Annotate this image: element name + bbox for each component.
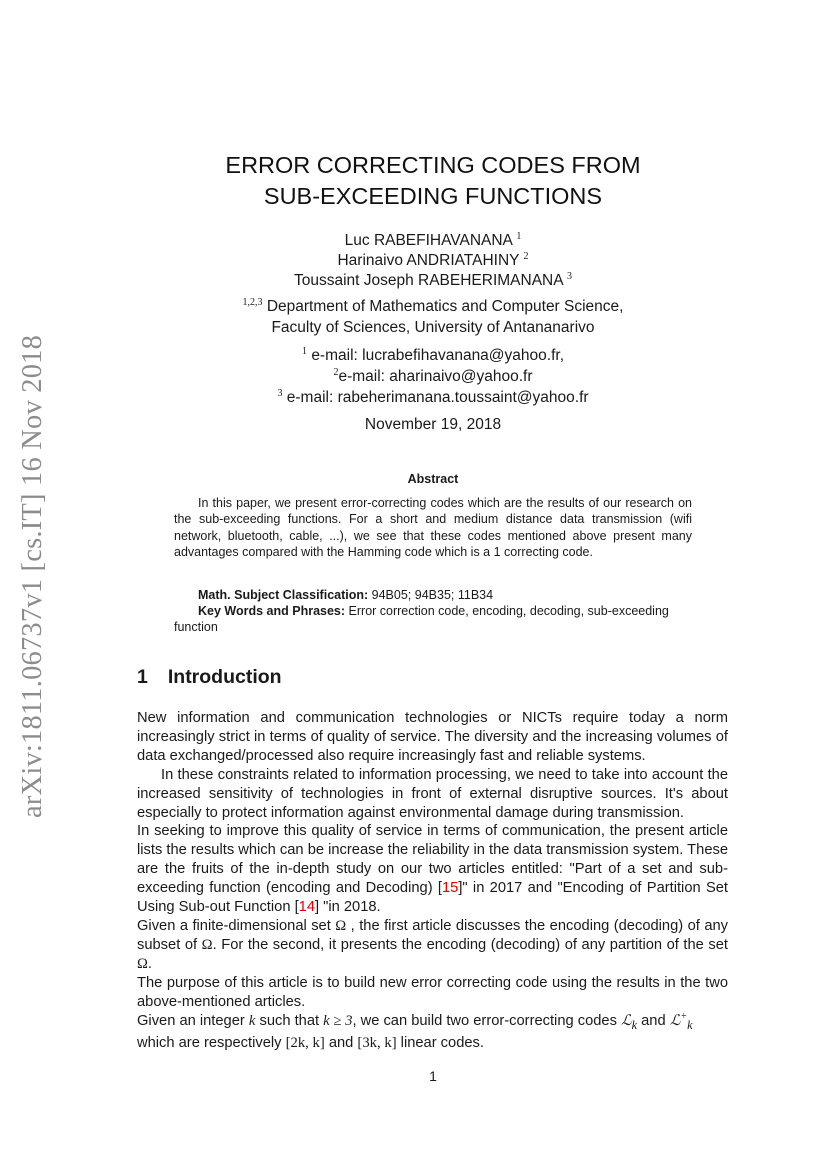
- paragraph: [137, 822, 728, 917]
- math-code-l-plus: [669, 1010, 693, 1032]
- paragraph-text: Given a finite-dimensional set: [137, 917, 336, 934]
- paragraph-text: and: [637, 1012, 670, 1029]
- affiliation: [0, 296, 826, 338]
- paragraph-text: In seeking to improve this quality of service in terms of communication, the present article lists the results which can be increase the reliability in the data transmission system. These are the fruits of the in-depth study on our two articles entitled: "Part of a set and sub-exceeding function (encoding and Decoding) [: [137, 823, 728, 897]
- paragraph-text: ]" in 2017 and "Encoding of Partition Set Using Sub-out Function [: [137, 880, 729, 916]
- email-text: e-mail: aharinaivo@yahoo.fr: [338, 368, 533, 385]
- math-k: k: [248, 1012, 256, 1029]
- keywords: [174, 603, 692, 636]
- paragraph-text: and: [324, 1035, 358, 1052]
- page-number: 1: [429, 1068, 437, 1084]
- email-superscript: 1: [302, 346, 307, 357]
- paragraph: New information and communication technologies or NICTs require today a norm increasingly strict in terms of quality of service. The diversity and the increasing volumes of data exchanged/processed also require increasingly fast and reliable systems.: [137, 710, 728, 764]
- email-line: [0, 387, 826, 408]
- author: [0, 271, 826, 291]
- citation-link[interactable]: 14: [298, 899, 315, 916]
- code-symbol: ℒ: [621, 1012, 632, 1029]
- math-omega: Ω: [335, 917, 347, 934]
- author-superscript: 2: [523, 251, 529, 262]
- author: [0, 251, 826, 271]
- msc-label: Math. Subject Classification:: [198, 588, 369, 602]
- email-line: [0, 366, 826, 387]
- author-list: [0, 231, 826, 291]
- paragraph-text: . For the second, it presents the encoding (decoding) of any partition of the set: [212, 936, 729, 953]
- paragraph-text: .: [147, 955, 153, 972]
- title-line-1: ERROR CORRECTING CODES FROM: [225, 152, 641, 178]
- email-list: [0, 345, 826, 408]
- section-heading: [137, 666, 282, 689]
- paper-title: [0, 150, 826, 212]
- abstract-heading: Abstract: [407, 472, 459, 486]
- email-superscript: 3: [277, 388, 283, 399]
- paragraph-text: such that: [255, 1012, 324, 1029]
- affiliation-superscript: 1,2,3: [242, 297, 263, 308]
- paper-date: November 19, 2018: [364, 416, 502, 433]
- paragraph-text: , we can build two error-correcting codes: [352, 1012, 622, 1029]
- math-condition: k ≥ 3: [323, 1012, 353, 1029]
- paragraph-text: ] "in 2018.: [315, 899, 381, 916]
- affiliation-line-2: Faculty of Sciences, University of Antananarivo: [271, 319, 595, 336]
- author: [0, 231, 826, 251]
- math-omega: Ω: [201, 936, 213, 953]
- math-omega: Ω: [137, 955, 148, 972]
- email-superscript: 2: [333, 367, 339, 378]
- code-superscript: +: [680, 1010, 688, 1022]
- affiliation-line-1: [0, 296, 826, 317]
- subject-classification: [198, 587, 493, 603]
- keywords-value: Error correction code, encoding, decoding, sub-exceeding function: [174, 604, 669, 635]
- author-name: Harinaivo ANDRIATAHINY: [337, 252, 520, 269]
- paragraph-text: which are respectively: [137, 1035, 286, 1052]
- msc-value: 94B05; 94B35; 11B34: [371, 588, 494, 602]
- paragraph: The purpose of this article is to build new error correcting code using the results in the two above-mentioned articles.: [137, 974, 728, 1010]
- paragraph-text: , the first article discusses the encoding (decoding) of any subset of: [137, 917, 729, 953]
- citation-link[interactable]: 15: [441, 880, 459, 897]
- author-name: Luc RABEFIHAVANANA: [344, 232, 513, 249]
- paragraph-text: Given an integer: [137, 1012, 249, 1029]
- math-code-params: [2k, k]: [285, 1035, 325, 1052]
- paragraph: [137, 1012, 728, 1054]
- author-name: Toussaint Joseph RABEHERIMANANA: [293, 272, 563, 289]
- author-superscript: 3: [567, 271, 573, 282]
- code-subscript: k: [631, 1017, 638, 1032]
- arxiv-identifier: arXiv:1811.06737v1 [cs.IT] 16 Nov 2018: [17, 334, 48, 818]
- code-symbol: ℒ: [669, 1012, 681, 1029]
- keywords-label: Key Words and Phrases:: [198, 604, 346, 618]
- section-title: Introduction: [167, 666, 282, 688]
- email-line: [0, 345, 826, 366]
- email-text: e-mail: rabeherimanana.toussaint@yahoo.fr: [286, 389, 589, 406]
- email-text: e-mail: lucrabefihavanana@yahoo.fr,: [311, 347, 564, 364]
- paragraph: In these constraints related to information processing, we need to take into account the increased sensitivity of technologies in front of external disruptive sources. It's about especially to protect information against environmental damage during transmission.: [137, 766, 728, 821]
- author-superscript: 1: [516, 231, 522, 242]
- code-subscript: k: [687, 1017, 693, 1032]
- abstract-body: In this paper, we present error-correcting codes which are the results of our research on the sub-exceeding functions. For a short and medium distance data transmission (wifi network, bluetooth, cable, ...), we see that these codes mentioned above present many advantages compared with the Hamming code which is a 1 correcting code.: [174, 496, 692, 560]
- title-line-2: SUB-EXCEEDING FUNCTIONS: [263, 183, 603, 209]
- paragraph-text: linear codes.: [396, 1035, 484, 1052]
- affiliation-text: Department of Mathematics and Computer Science,: [266, 298, 624, 315]
- section-number: 1: [137, 666, 148, 688]
- paragraph: [137, 917, 728, 974]
- math-code-params: [3k, k]: [357, 1035, 397, 1052]
- math-code-l: [621, 1012, 638, 1032]
- section-body: [137, 709, 728, 1053]
